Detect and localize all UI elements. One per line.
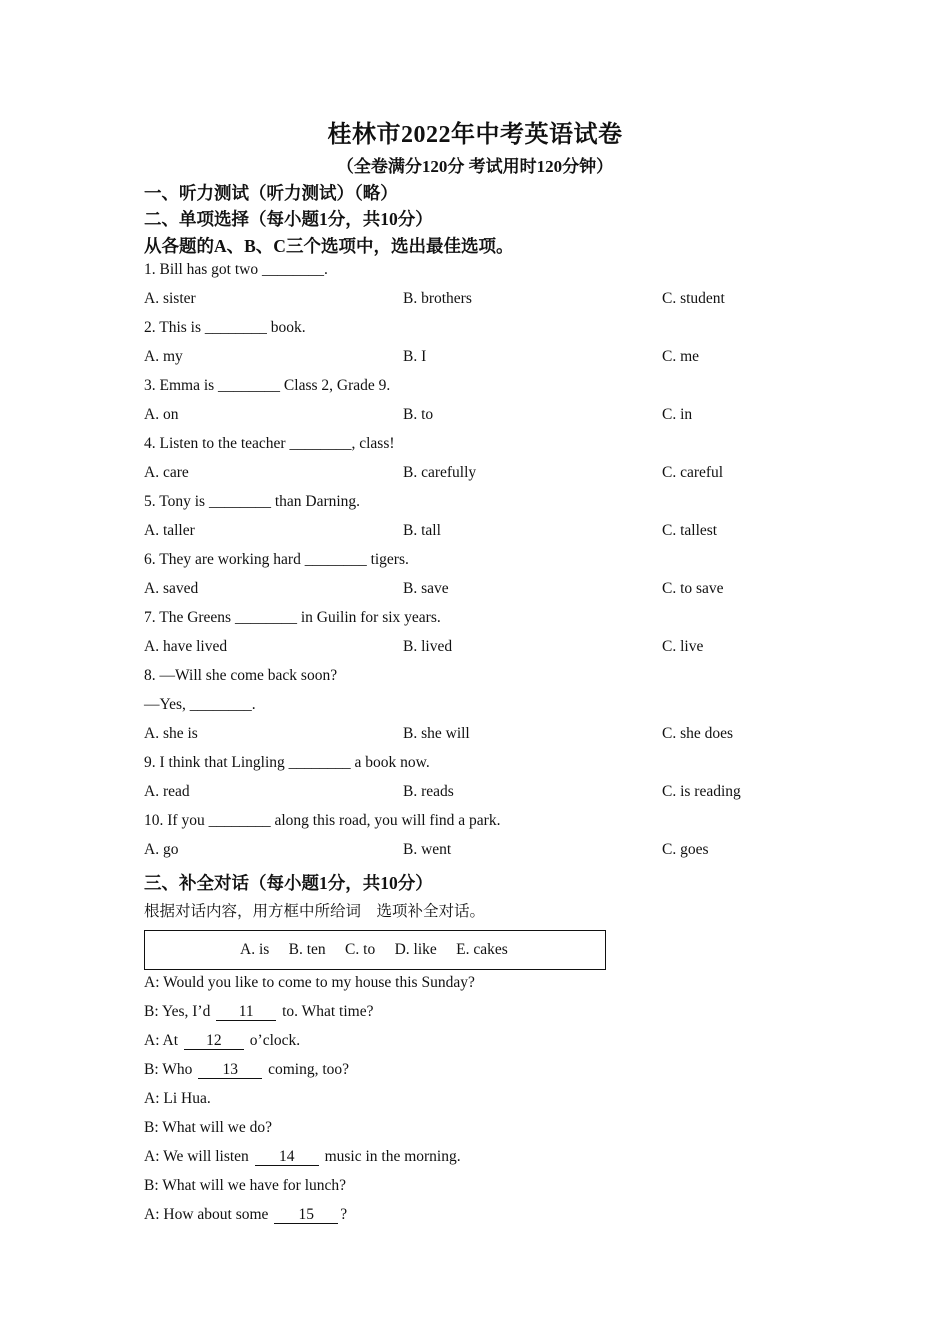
answer-blank[interactable]: 15 (274, 1207, 338, 1224)
answer-blank[interactable]: 14 (255, 1149, 319, 1166)
section-2-instruction: 从各题的A、B、C三个选项中，选出最佳选项。 (144, 236, 514, 256)
dialogue-line (144, 1090, 211, 1108)
question-stem: 7. The Greens ________ in Guilin for six years. (144, 609, 441, 626)
question-stem: 5. Tony is ________ than Darning. (144, 493, 361, 510)
dialogue-text: B: Who (144, 1061, 197, 1078)
dialogue-line (144, 974, 475, 992)
answer-blank[interactable]: 11 (216, 1004, 276, 1021)
option-b: B. I (403, 348, 427, 365)
dialogue-line (144, 1003, 373, 1021)
dialogue-line (144, 1032, 300, 1050)
dialogue-text: A: At (144, 1032, 182, 1049)
section-1-heading: 一、听力测试（听力测试）（略） (144, 183, 398, 203)
question-stem: 8. —Will she come back soon? (144, 667, 338, 684)
question-stem: 6. They are working hard ________ tigers. (144, 551, 409, 568)
option-b: B. to (403, 406, 434, 423)
dialogue-text: o’clock. (245, 1032, 301, 1049)
option-b: B. reads (403, 783, 454, 800)
dialogue-text: music in the morning. (320, 1148, 461, 1165)
dialogue-text: A: Li Hua. (144, 1090, 211, 1107)
dialogue-text: A: Would you like to come to my house this Sunday? (144, 974, 475, 991)
option-a: A. on (144, 406, 179, 423)
dialogue-line (144, 1148, 461, 1166)
option-c: C. in (662, 406, 693, 423)
question-stem: 10. If you ________ along this road, you will find a park. (144, 812, 501, 829)
option-a: A. have lived (144, 638, 228, 655)
option-c: C. goes (662, 841, 709, 858)
option-a: A. go (144, 841, 179, 858)
dialogue-text: A: How about some (144, 1206, 273, 1223)
option-a: A. saved (144, 580, 199, 597)
dialogue-text: ? (340, 1206, 348, 1223)
option-a: A. taller (144, 522, 195, 539)
dialogue-text: A: We will listen (144, 1148, 253, 1165)
option-c: C. me (662, 348, 700, 365)
option-c: C. is reading (662, 783, 741, 800)
dialogue-line (144, 1177, 346, 1195)
page-subtitle: （全卷满分120分 考试用时120分钟） (336, 157, 614, 176)
dialogue-text: to. What time? (278, 1003, 374, 1020)
page-title: 桂林市2022年中考英语试卷 (327, 122, 623, 148)
question-stem: 4. Listen to the teacher ________, class! (144, 435, 395, 452)
question-stem: 9. I think that Lingling ________ a book now. (144, 754, 430, 771)
answer-blank[interactable]: 12 (184, 1033, 244, 1050)
option-c: C. she does (662, 725, 734, 742)
option-b: B. tall (403, 522, 441, 539)
section-3-heading: 三、补全对话（每小题1分，共10分） (144, 873, 433, 893)
dialogue-text: coming, too? (264, 1061, 350, 1078)
dialogue-line (144, 1206, 347, 1224)
dialogue-text: B: What will we do? (144, 1119, 272, 1136)
option-a: A. care (144, 464, 189, 481)
dialogue-line (144, 1119, 272, 1137)
option-b: B. she will (403, 725, 470, 742)
question-stem: 2. This is ________ book. (144, 319, 306, 336)
option-b: B. save (403, 580, 449, 597)
option-a: A. my (144, 348, 183, 365)
option-c: C. to save (662, 580, 724, 597)
option-b: B. lived (403, 638, 453, 655)
section-2-heading: 二、单项选择（每小题1分，共10分） (144, 209, 433, 229)
section-3-instruction: 根据对话内容，用方框中所给词 选项补全对话。 (144, 903, 486, 920)
option-c: C. live (662, 638, 704, 655)
question-stem: 3. Emma is ________ Class 2, Grade 9. (144, 377, 391, 394)
dialogue-text: B: Yes, I’d (144, 1003, 215, 1020)
option-b: B. brothers (403, 290, 472, 307)
dialogue-line (144, 1061, 349, 1079)
option-c: C. tallest (662, 522, 718, 539)
option-c: C. careful (662, 464, 724, 481)
question-stem: 1. Bill has got two ________. (144, 261, 328, 278)
word-choice-list: A. is B. ten C. to D. like E. cakes (240, 941, 508, 958)
option-b: B. went (403, 841, 452, 858)
option-c: C. student (662, 290, 725, 307)
option-a: A. sister (144, 290, 196, 307)
dialogue-text: B: What will we have for lunch? (144, 1177, 347, 1194)
option-a: A. read (144, 783, 190, 800)
word-choice-box (144, 930, 606, 970)
answer-blank[interactable]: 13 (198, 1062, 262, 1079)
option-a: A. she is (144, 725, 198, 742)
option-b: B. carefully (403, 464, 477, 481)
question-stem-reply: —Yes, ________. (144, 696, 256, 713)
